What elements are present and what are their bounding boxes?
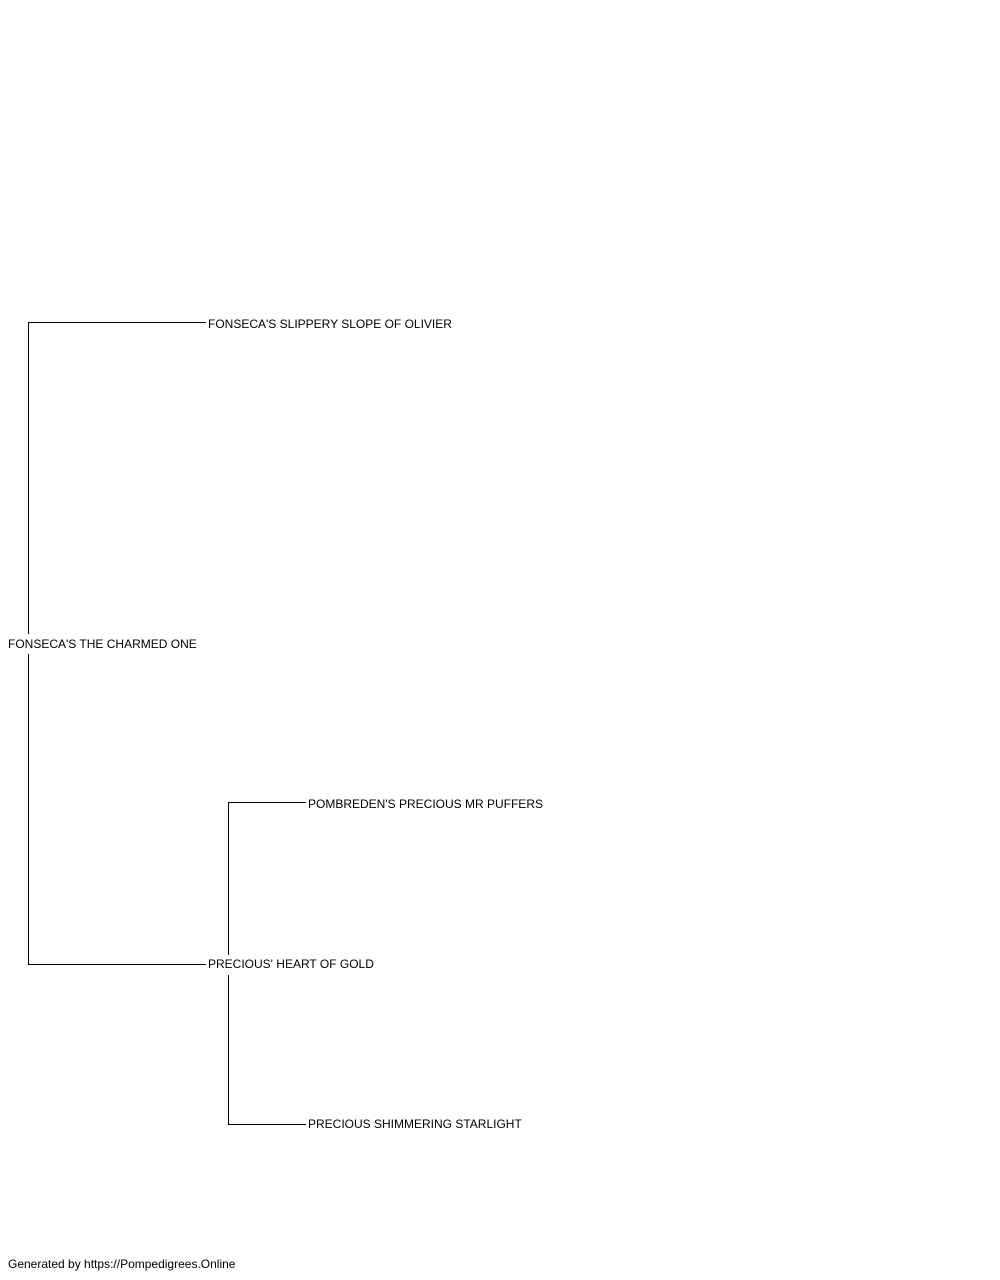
connector-subject-sire	[29, 323, 207, 635]
sire-name: FONSECA'S SLIPPERY SLOPE OF OLIVIER	[208, 317, 452, 331]
generated-by-footer: Generated by https://Pompedigrees.Online	[8, 1257, 236, 1271]
subject-name: FONSECA'S THE CHARMED ONE	[8, 637, 197, 651]
dam-dam-name: PRECIOUS SHIMMERING STARLIGHT	[308, 1117, 522, 1131]
dam-sire-name: POMBREDEN'S PRECIOUS MR PUFFERS	[308, 797, 543, 811]
connector-dam-damdam	[229, 975, 307, 1125]
connector-subject-dam	[29, 654, 207, 965]
dam-name: PRECIOUS' HEART OF GOLD	[208, 957, 374, 971]
connector-dam-damsire	[229, 803, 307, 956]
